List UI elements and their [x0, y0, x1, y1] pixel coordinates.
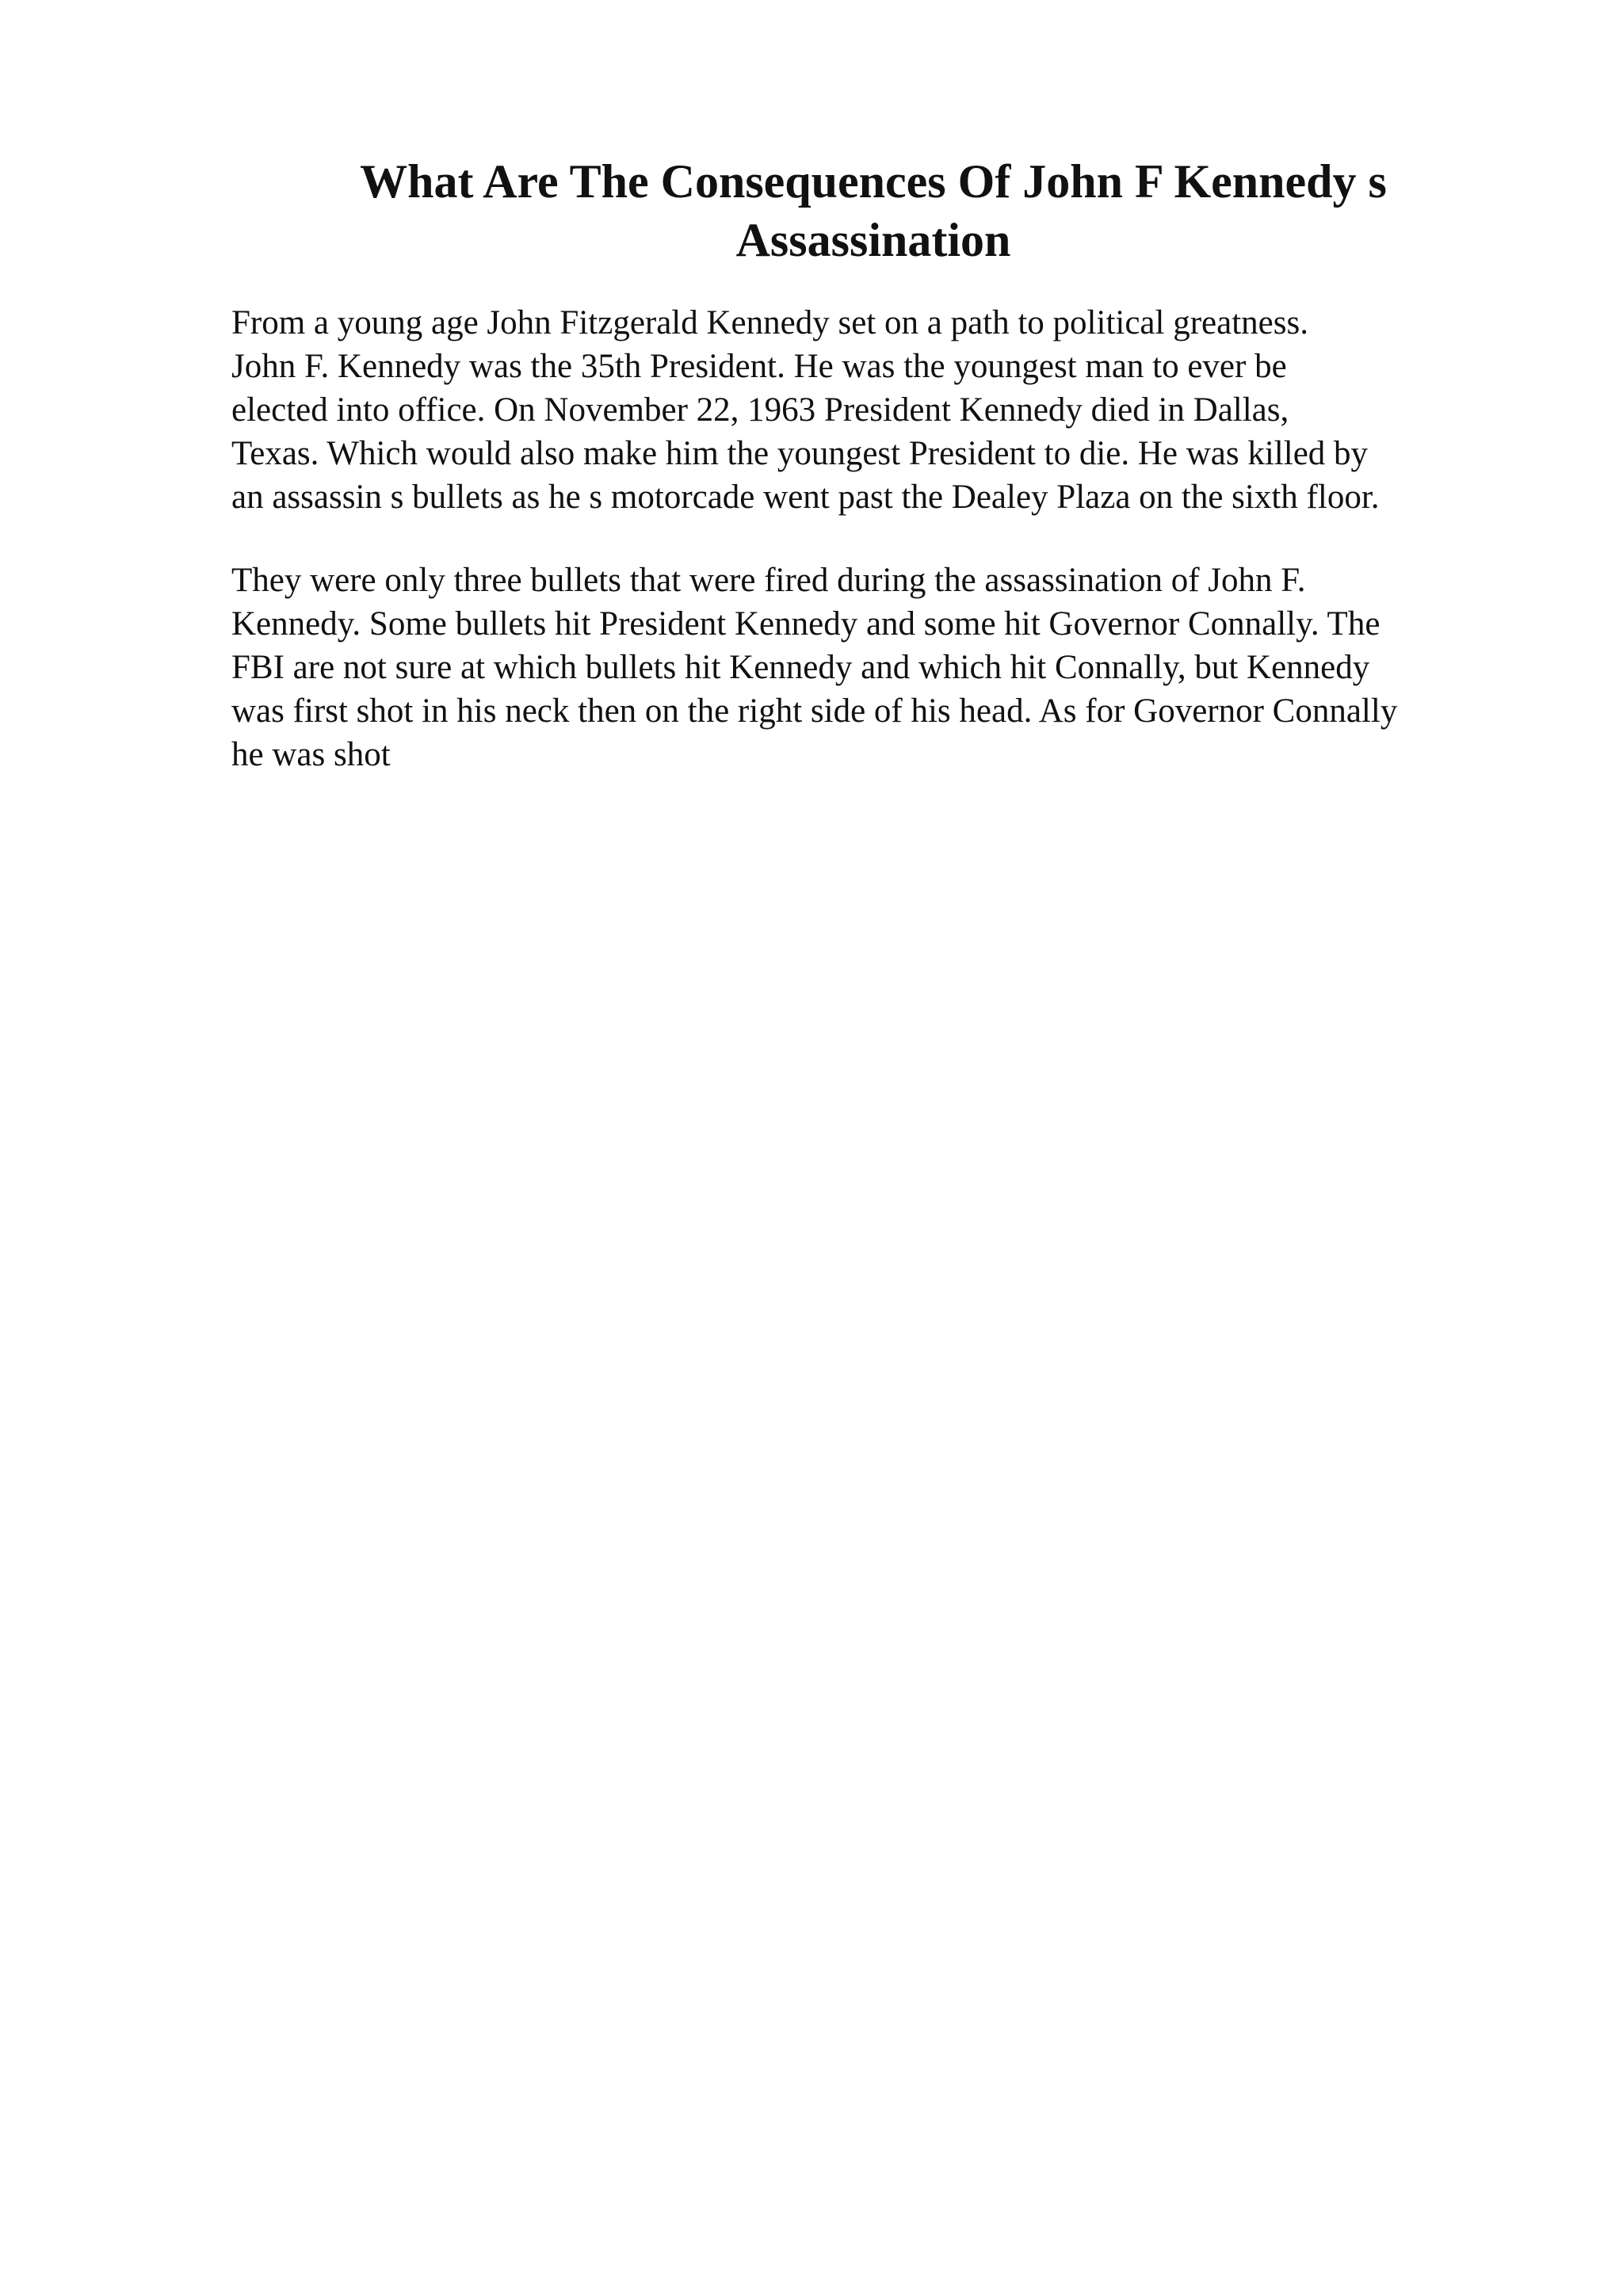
title-line: What Are The Consequences Of John F Kennedy s — [360, 155, 1387, 208]
text-line: They were only three bullets that were fired during the assassination of John F. — [231, 562, 1306, 599]
text-line: elected into office. On November 22, 1963 President Kennedy died in Dallas, — [231, 391, 1289, 429]
text-line: Texas. Which would also make him the youngest President to die. He was killed by — [231, 435, 1369, 472]
text-line: an assassin s bullets as he s motorcade went past the Dealey Plaza on the sixth floor. — [231, 479, 1380, 516]
text-line: Kennedy. Some bullets hit President Kennedy and some hit Governor Connally. The — [231, 605, 1381, 643]
paragraph — [231, 301, 1515, 519]
text-line: was first shot in his neck then on the right side of his head. As for Governor Connally — [231, 692, 1398, 730]
title-line: Assassination — [735, 214, 1011, 266]
document-title — [231, 152, 1515, 269]
paragraph — [231, 559, 1515, 776]
text-line: From a young age John Fitzgerald Kennedy set on a path to political greatness. — [231, 304, 1308, 341]
text-line: FBI are not sure at which bullets hit Kennedy and which hit Connally, but Kennedy — [231, 649, 1370, 686]
text-line: John F. Kennedy was the 35th President. He was the youngest man to ever be — [231, 348, 1287, 385]
text-line: he was shot — [231, 736, 391, 773]
